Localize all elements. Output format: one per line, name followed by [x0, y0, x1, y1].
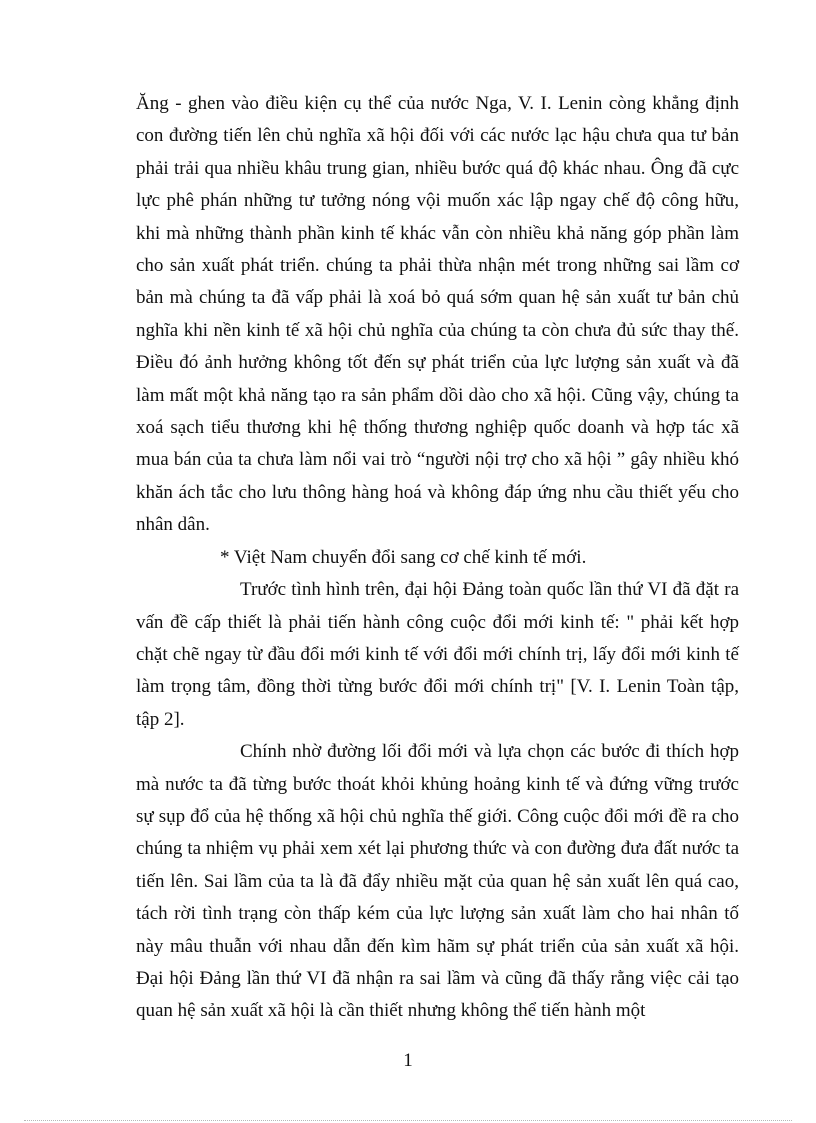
body-text: [136, 88, 739, 1028]
section-heading: * Việt Nam chuyển đổi sang cơ chế kinh tế mới.: [220, 546, 587, 568]
paragraph-3: Chính nhờ đường lối đổi mới và lựa chọn các bước đi thích hợp mà nước ta đã từng bước thoát khỏi khủng hoảng kinh tế và đứng vững trước sự sụp đổ của hệ thống xã hội chủ nghĩa thế giới. Công cuộc đổi mới đề ra cho chúng ta nhiệm vụ phải xem xét lại phương thức và con đường đưa đất nước ta tiến lên. Sai lầm của ta là đã đẩy nhiều mặt của quan hệ sản xuất lên quá cao, tách rời tình trạng còn thấp kém của lực lượng sản xuất làm cho hai nhân tố này mâu thuẫn với nhau dẫn đến kìm hãm sự phát triển của sản xuất xã hội. Đại hội Đảng lần thứ VI đã nhận ra sai lầm và cũng đã thấy rằng việc cải tạo quan hệ sản xuất xã hội là cần thiết nhưng không thể tiến hành một: [136, 741, 739, 1022]
page-number: 1: [403, 1050, 413, 1071]
paragraph-2: Trước tình hình trên, đại hội Đảng toàn quốc lần thứ VI đã đặt ra vấn đề cấp thiết là phải tiến hành công cuộc đổi mới kinh tế: " phải kết hợp chặt chẽ ngay từ đầu đổi mới kinh tế với đổi mới chính trị, lấy đổi mới kinh tế làm trọng tâm, đồng thời từng bước đổi mới chính trị" [V. I. Lenin Toàn tập, tập 2].: [136, 579, 739, 730]
page-bottom-divider: [24, 1120, 792, 1121]
paragraph-1: Ăng - ghen vào điều kiện cụ thể của nước Nga, V. I. Lenin còng khẳng định con đường tiến lên chủ nghĩa xã hội đối với các nước lạc hậu chưa qua tư bản phải trải qua nhiều khâu trung gian, nhiều bước quá độ khác nhau. Ông đã cực lực phê phán những tư tưởng nóng vội muốn xác lập ngay chế độ công hữu, khi mà những thành phần kinh tế khác vẫn còn nhiều khả năng góp phần làm cho sản xuất phát triển. chúng ta phải thừa nhận mét trong những sai lầm cơ bản mà chúng ta đã vấp phải là xoá bỏ quá sớm quan hệ sản xuất tư bản chủ nghĩa khi nền kinh tế xã hội chủ nghĩa của chúng ta còn chưa đủ sức thay thế. Điều đó ảnh hưởng không tốt đến sự phát triển của lực lượng sản xuất và đã làm mất một khả năng tạo ra sản phẩm dồi dào cho xã hội. Cũng vậy, chúng ta xoá sạch tiểu thương khi hệ thống thương nghiệp quốc doanh và hợp tác xã mua bán của ta chưa làm nổi vai trò “người nội trợ cho xã hội ” gây nhiều khó khăn ách tắc cho lưu thông hàng hoá và không đáp ứng nhu cầu thiết yếu cho nhân dân.: [136, 93, 739, 536]
